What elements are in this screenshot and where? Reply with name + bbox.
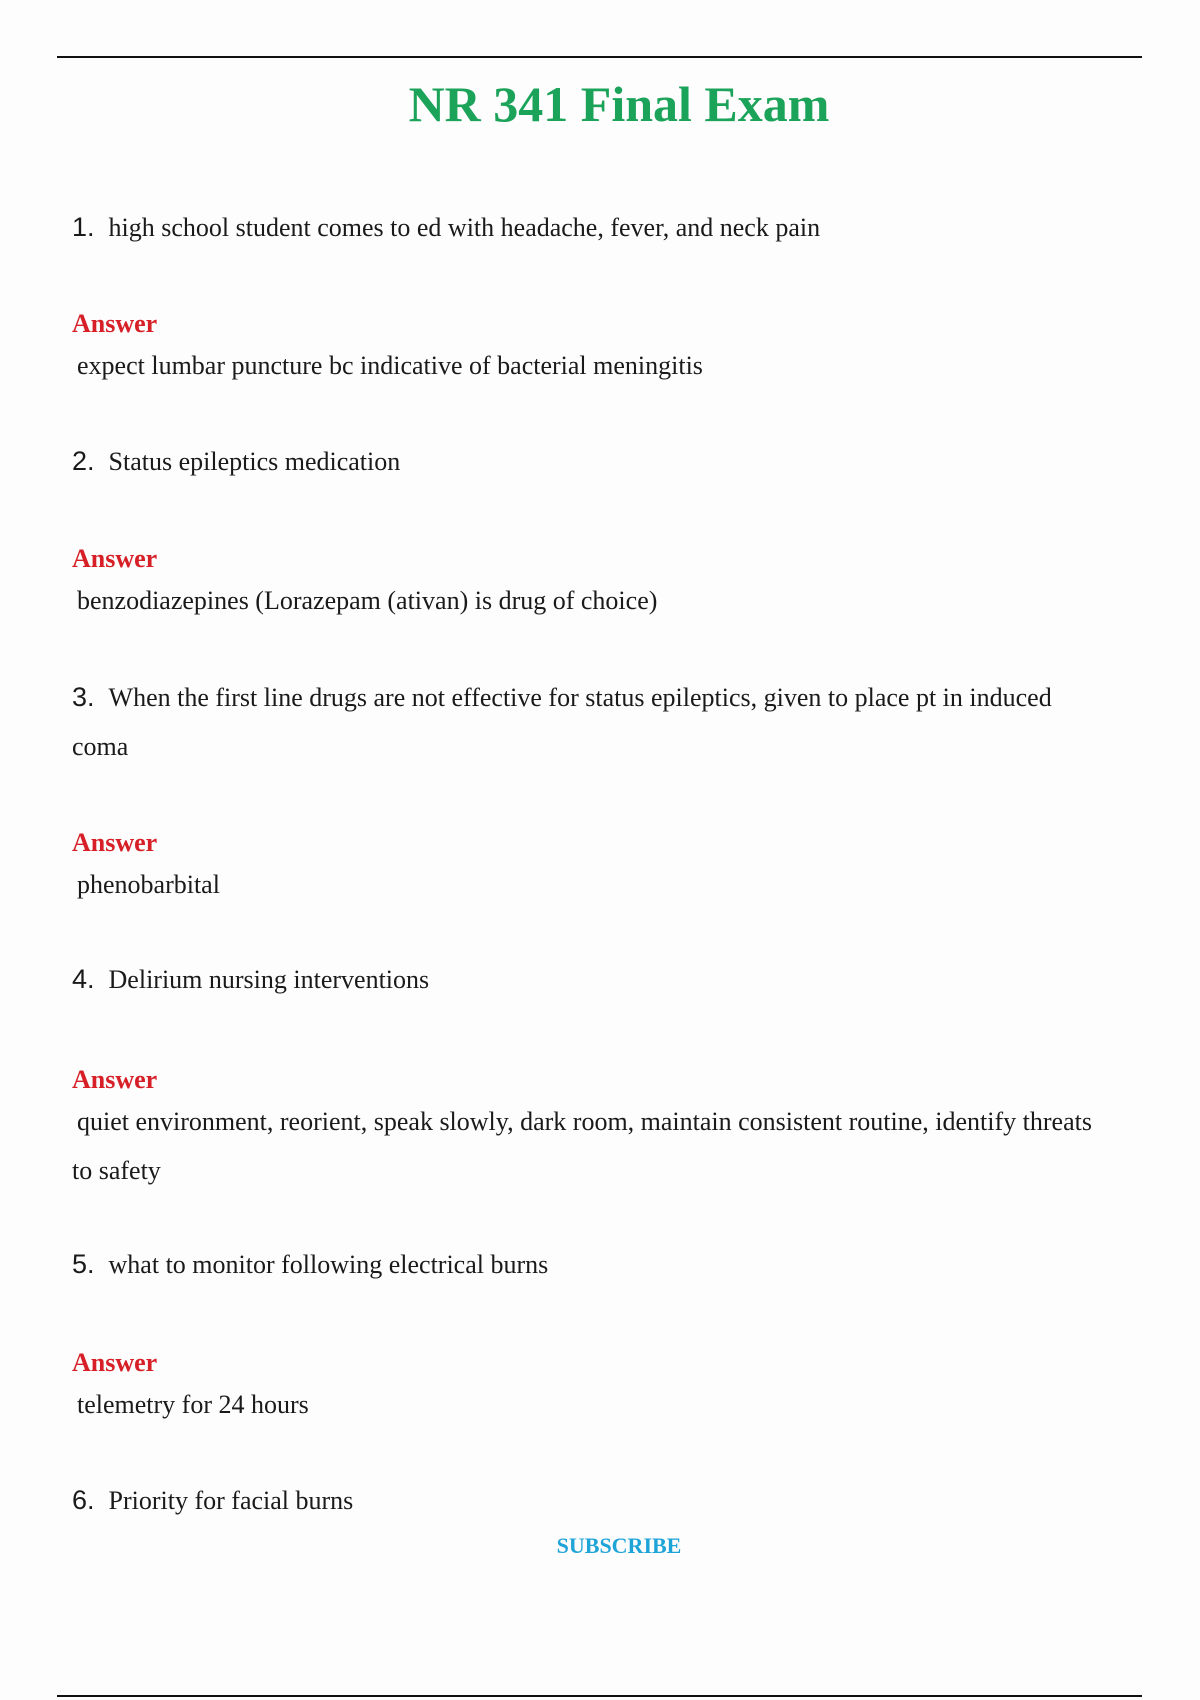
question-number: 4.	[72, 964, 95, 994]
answer-text-1: expect lumbar puncture bc indicative of bacterial meningitis	[77, 351, 703, 380]
question-number: 5.	[72, 1249, 95, 1279]
question-item-2	[72, 437, 1102, 486]
question-text: what to monitor following electrical burns	[108, 1250, 549, 1279]
question-5	[72, 1240, 1102, 1289]
question-text: Status epileptics medication	[108, 447, 401, 476]
question-number: 1.	[72, 212, 95, 242]
question-text: Priority for facial burns	[108, 1486, 354, 1515]
answer-label: Answer	[72, 544, 158, 573]
question-text: When the first line drugs are not effective for status epileptics, given to place pt in induced coma	[72, 683, 1052, 761]
answer-label: Answer	[72, 1348, 158, 1377]
answer-block-3	[72, 826, 1102, 909]
question-4	[72, 955, 1102, 1004]
question-text: Delirium nursing interventions	[108, 965, 430, 994]
answer-text-2: benzodiazepines (Lorazepam (ativan) is drug of choice)	[77, 586, 658, 615]
answer-block-4	[72, 1063, 1102, 1195]
question-item-6	[72, 1476, 1102, 1525]
question-text: high school student comes to ed with headache, fever, and neck pain	[108, 213, 821, 242]
question-number: 6.	[72, 1485, 95, 1515]
question-3	[72, 673, 1102, 771]
question-number: 2.	[72, 446, 95, 476]
answer-block-1	[72, 307, 1102, 390]
question-6	[72, 1476, 1102, 1525]
answer-block-2	[72, 542, 1102, 625]
question-item-3	[72, 673, 1102, 771]
answer-block-5	[72, 1346, 1102, 1429]
answer-label: Answer	[72, 1065, 158, 1094]
answer-text-5: telemetry for 24 hours	[77, 1390, 309, 1419]
question-1	[72, 203, 1102, 252]
question-item-5	[72, 1240, 1102, 1289]
question-item-4	[72, 955, 1102, 1004]
answer-text-4: quiet environment, reorient, speak slowly, dark room, maintain consistent routine, identify threats to safety	[72, 1107, 1092, 1185]
question-2	[72, 437, 1102, 486]
subscribe-link[interactable]: SUBSCRIBE	[556, 1533, 682, 1558]
answer-label: Answer	[72, 309, 158, 338]
page-title: NR 341 Final Exam	[408, 76, 830, 132]
question-number: 3.	[72, 682, 95, 712]
bottom-divider	[57, 1695, 1142, 1697]
answer-text-3: phenobarbital	[77, 870, 220, 899]
question-item-1	[72, 203, 1102, 252]
top-divider	[57, 56, 1142, 58]
answer-label: Answer	[72, 828, 158, 857]
